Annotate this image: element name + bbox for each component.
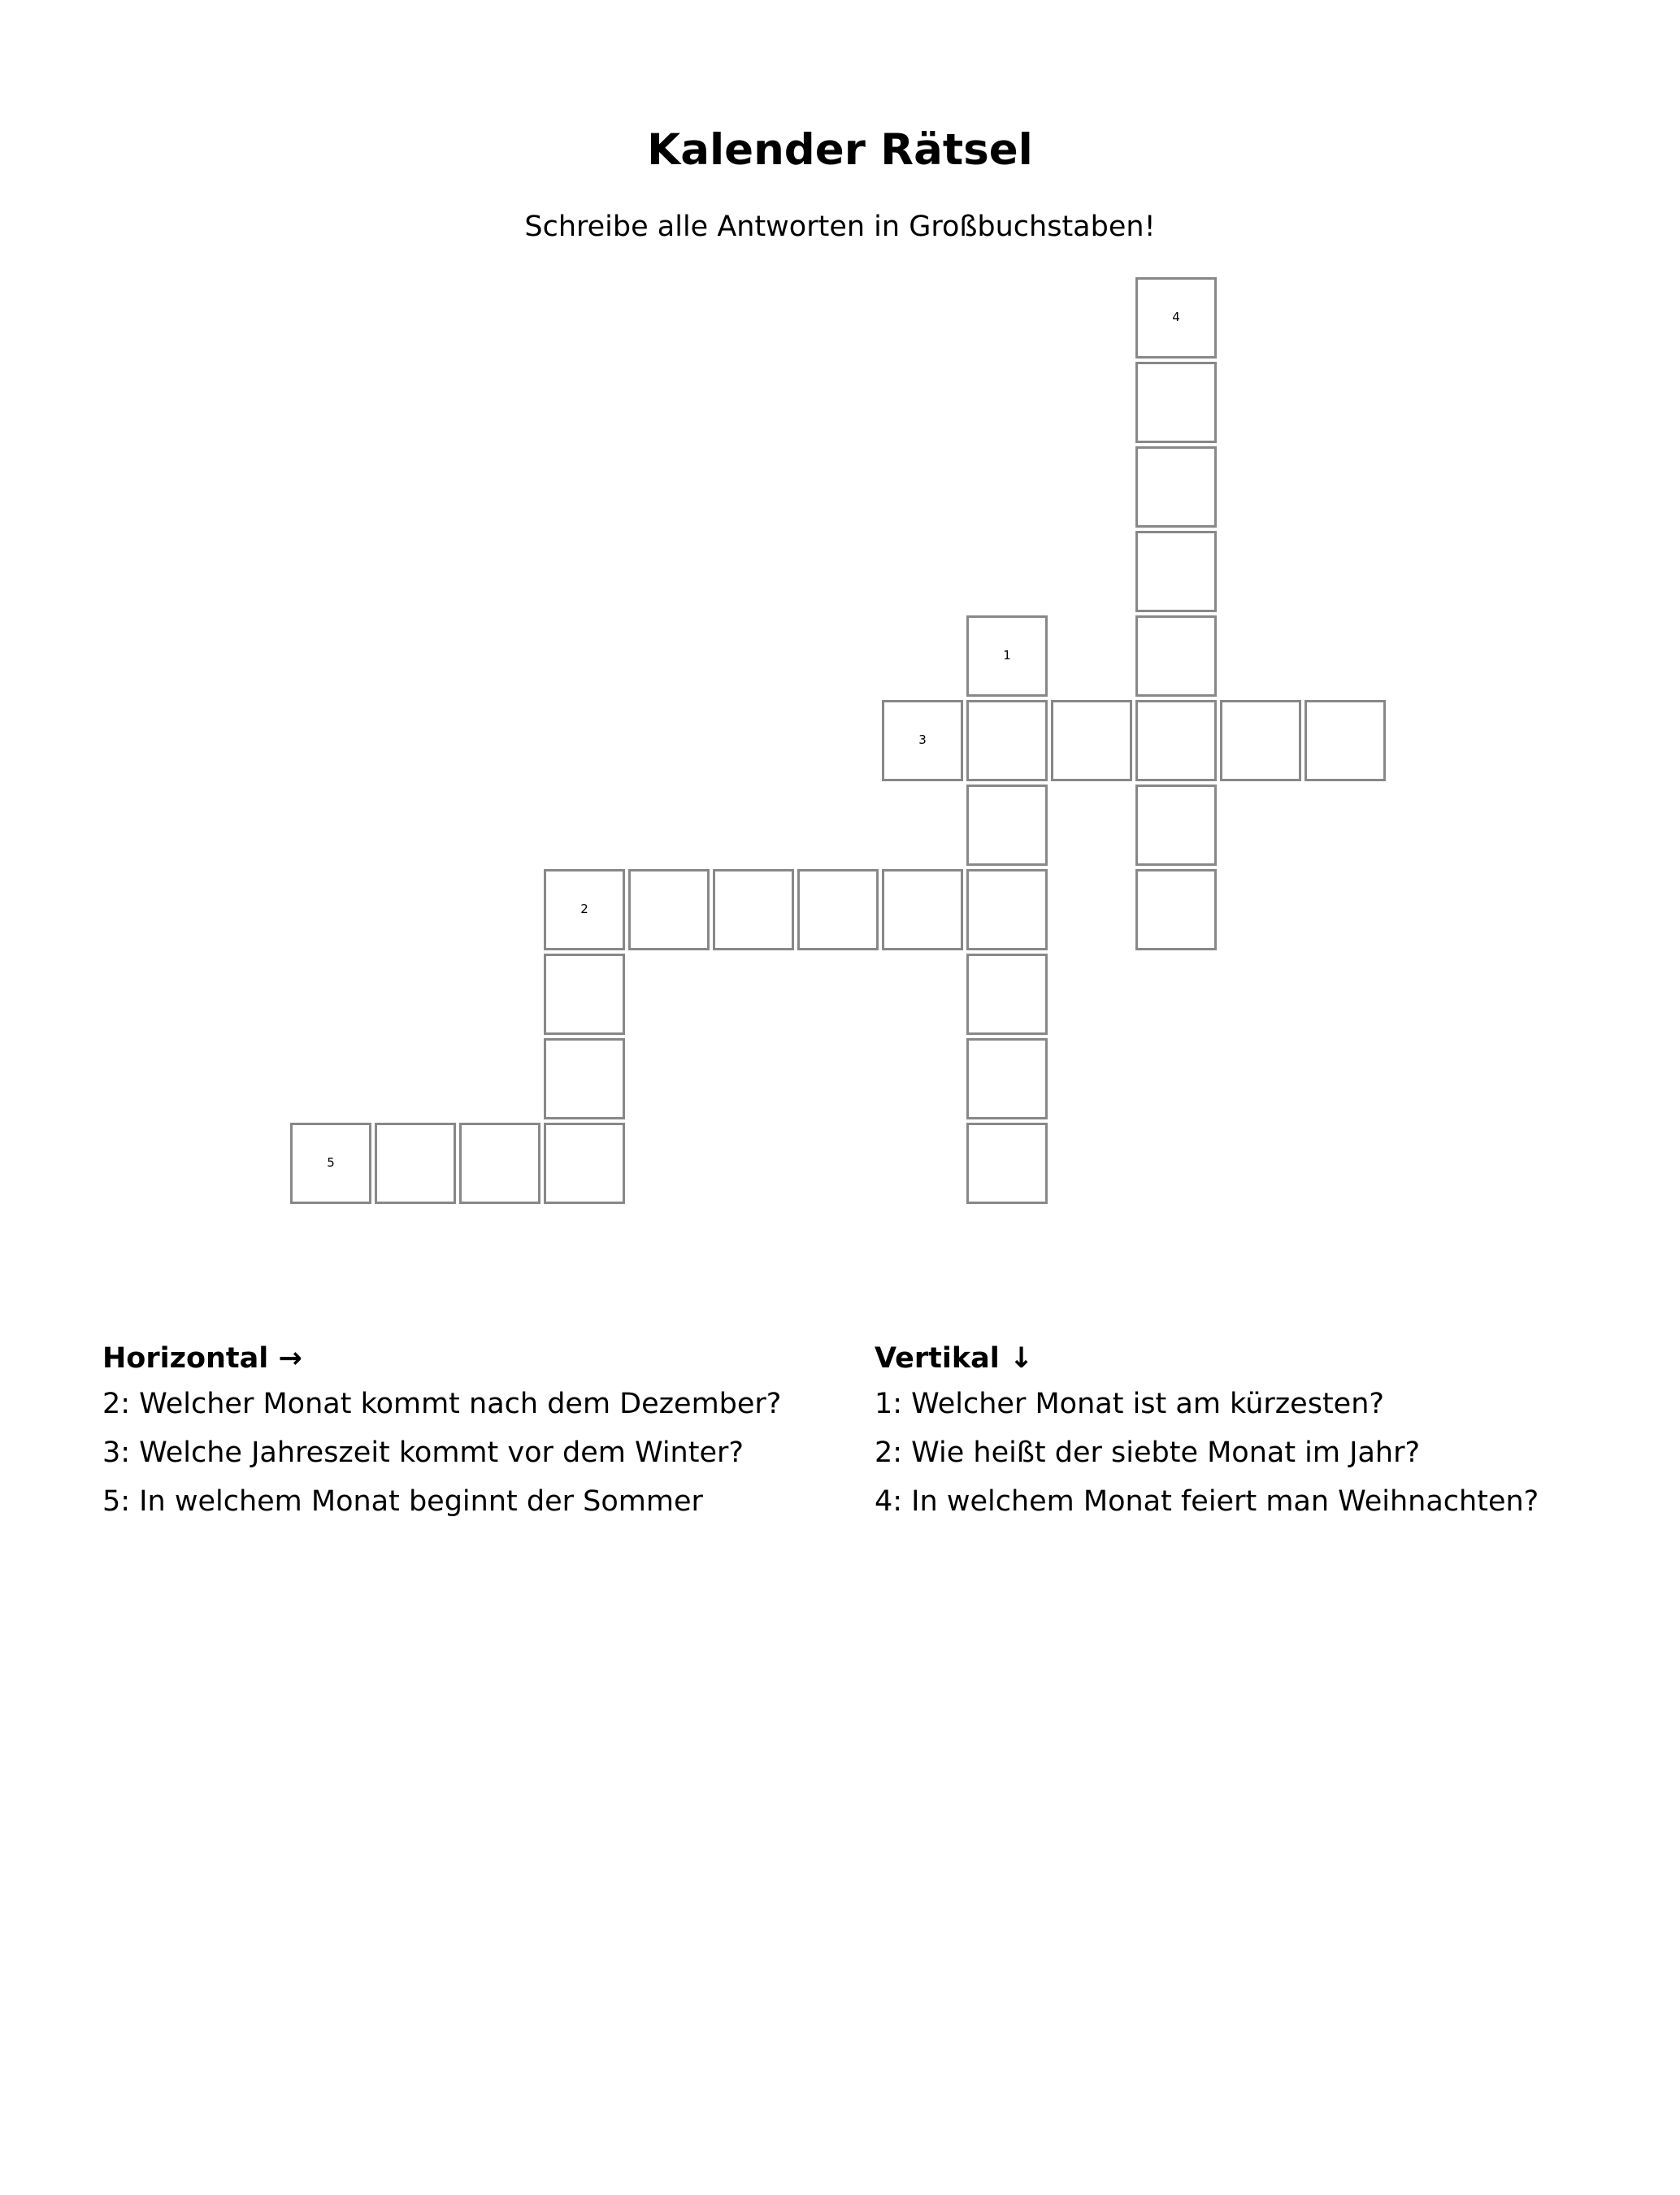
- crossword-cell[interactable]: [882, 869, 963, 950]
- crossword-cell[interactable]: [1135, 362, 1217, 443]
- crossword-cell[interactable]: [1135, 869, 1217, 950]
- clue-number: 1: [1003, 648, 1011, 663]
- crossword-cell[interactable]: [797, 869, 879, 950]
- crossword-cell[interactable]: [1135, 700, 1217, 781]
- crossword-cell[interactable]: [628, 869, 710, 950]
- crossword-cell[interactable]: [882, 700, 963, 781]
- crossword-cell[interactable]: [1135, 531, 1217, 612]
- crossword-cell[interactable]: [1135, 615, 1217, 697]
- crossword-cell[interactable]: [375, 1123, 456, 1204]
- down-clue: 1: Welcher Monat ist am kürzesten?: [875, 1388, 1384, 1420]
- crossword-cell[interactable]: [1135, 785, 1217, 866]
- crossword-cell[interactable]: [1135, 446, 1217, 528]
- crossword-cell[interactable]: [459, 1123, 540, 1204]
- instructions: Schreibe alle Antworten in Großbuchstaben!: [524, 211, 1156, 243]
- across-clue: 3: Welche Jahreszeit kommt vor dem Winter?: [102, 1437, 744, 1469]
- down-heading: Vertikal ↓: [875, 1342, 1034, 1375]
- crossword-cell[interactable]: [966, 1038, 1048, 1119]
- crossword-cell[interactable]: [1051, 700, 1132, 781]
- across-clues: [102, 1339, 781, 1531]
- across-clue: 2: Welcher Monat kommt nach dem Dezember?: [102, 1388, 782, 1420]
- down-clue: 2: Wie heißt der siebte Monat im Jahr?: [875, 1437, 1421, 1469]
- crossword-cell[interactable]: [966, 615, 1048, 697]
- crossword-cell[interactable]: [544, 1123, 625, 1204]
- crossword-cell[interactable]: [966, 1123, 1048, 1204]
- crossword-cell[interactable]: [1220, 700, 1301, 781]
- crossword-cell[interactable]: [966, 700, 1048, 781]
- crossword-cell[interactable]: [544, 954, 625, 1035]
- crossword-cell[interactable]: [966, 785, 1048, 866]
- crossword-cell[interactable]: [290, 1123, 371, 1204]
- crossword-cell[interactable]: [1304, 700, 1386, 781]
- crossword-cell[interactable]: [713, 869, 794, 950]
- across-heading: Horizontal →: [102, 1342, 302, 1375]
- crossword-cell[interactable]: [966, 954, 1048, 1035]
- crossword-cell[interactable]: [966, 869, 1048, 950]
- page-title: Kalender Rätsel: [647, 125, 1033, 175]
- across-clue: 5: In welchem Monat beginnt der Sommer: [102, 1485, 703, 1518]
- down-clues: [875, 1339, 1539, 1531]
- crossword-cell[interactable]: [544, 869, 625, 950]
- crossword-cell[interactable]: [544, 1038, 625, 1119]
- down-clue: 4: In welchem Monat feiert man Weihnachten?: [875, 1485, 1539, 1518]
- clue-number: 2: [580, 902, 588, 916]
- clue-number: 3: [918, 732, 927, 747]
- clue-number: 5: [327, 1155, 335, 1170]
- crossword-cell[interactable]: [1135, 277, 1217, 359]
- clue-number: 4: [1172, 310, 1180, 324]
